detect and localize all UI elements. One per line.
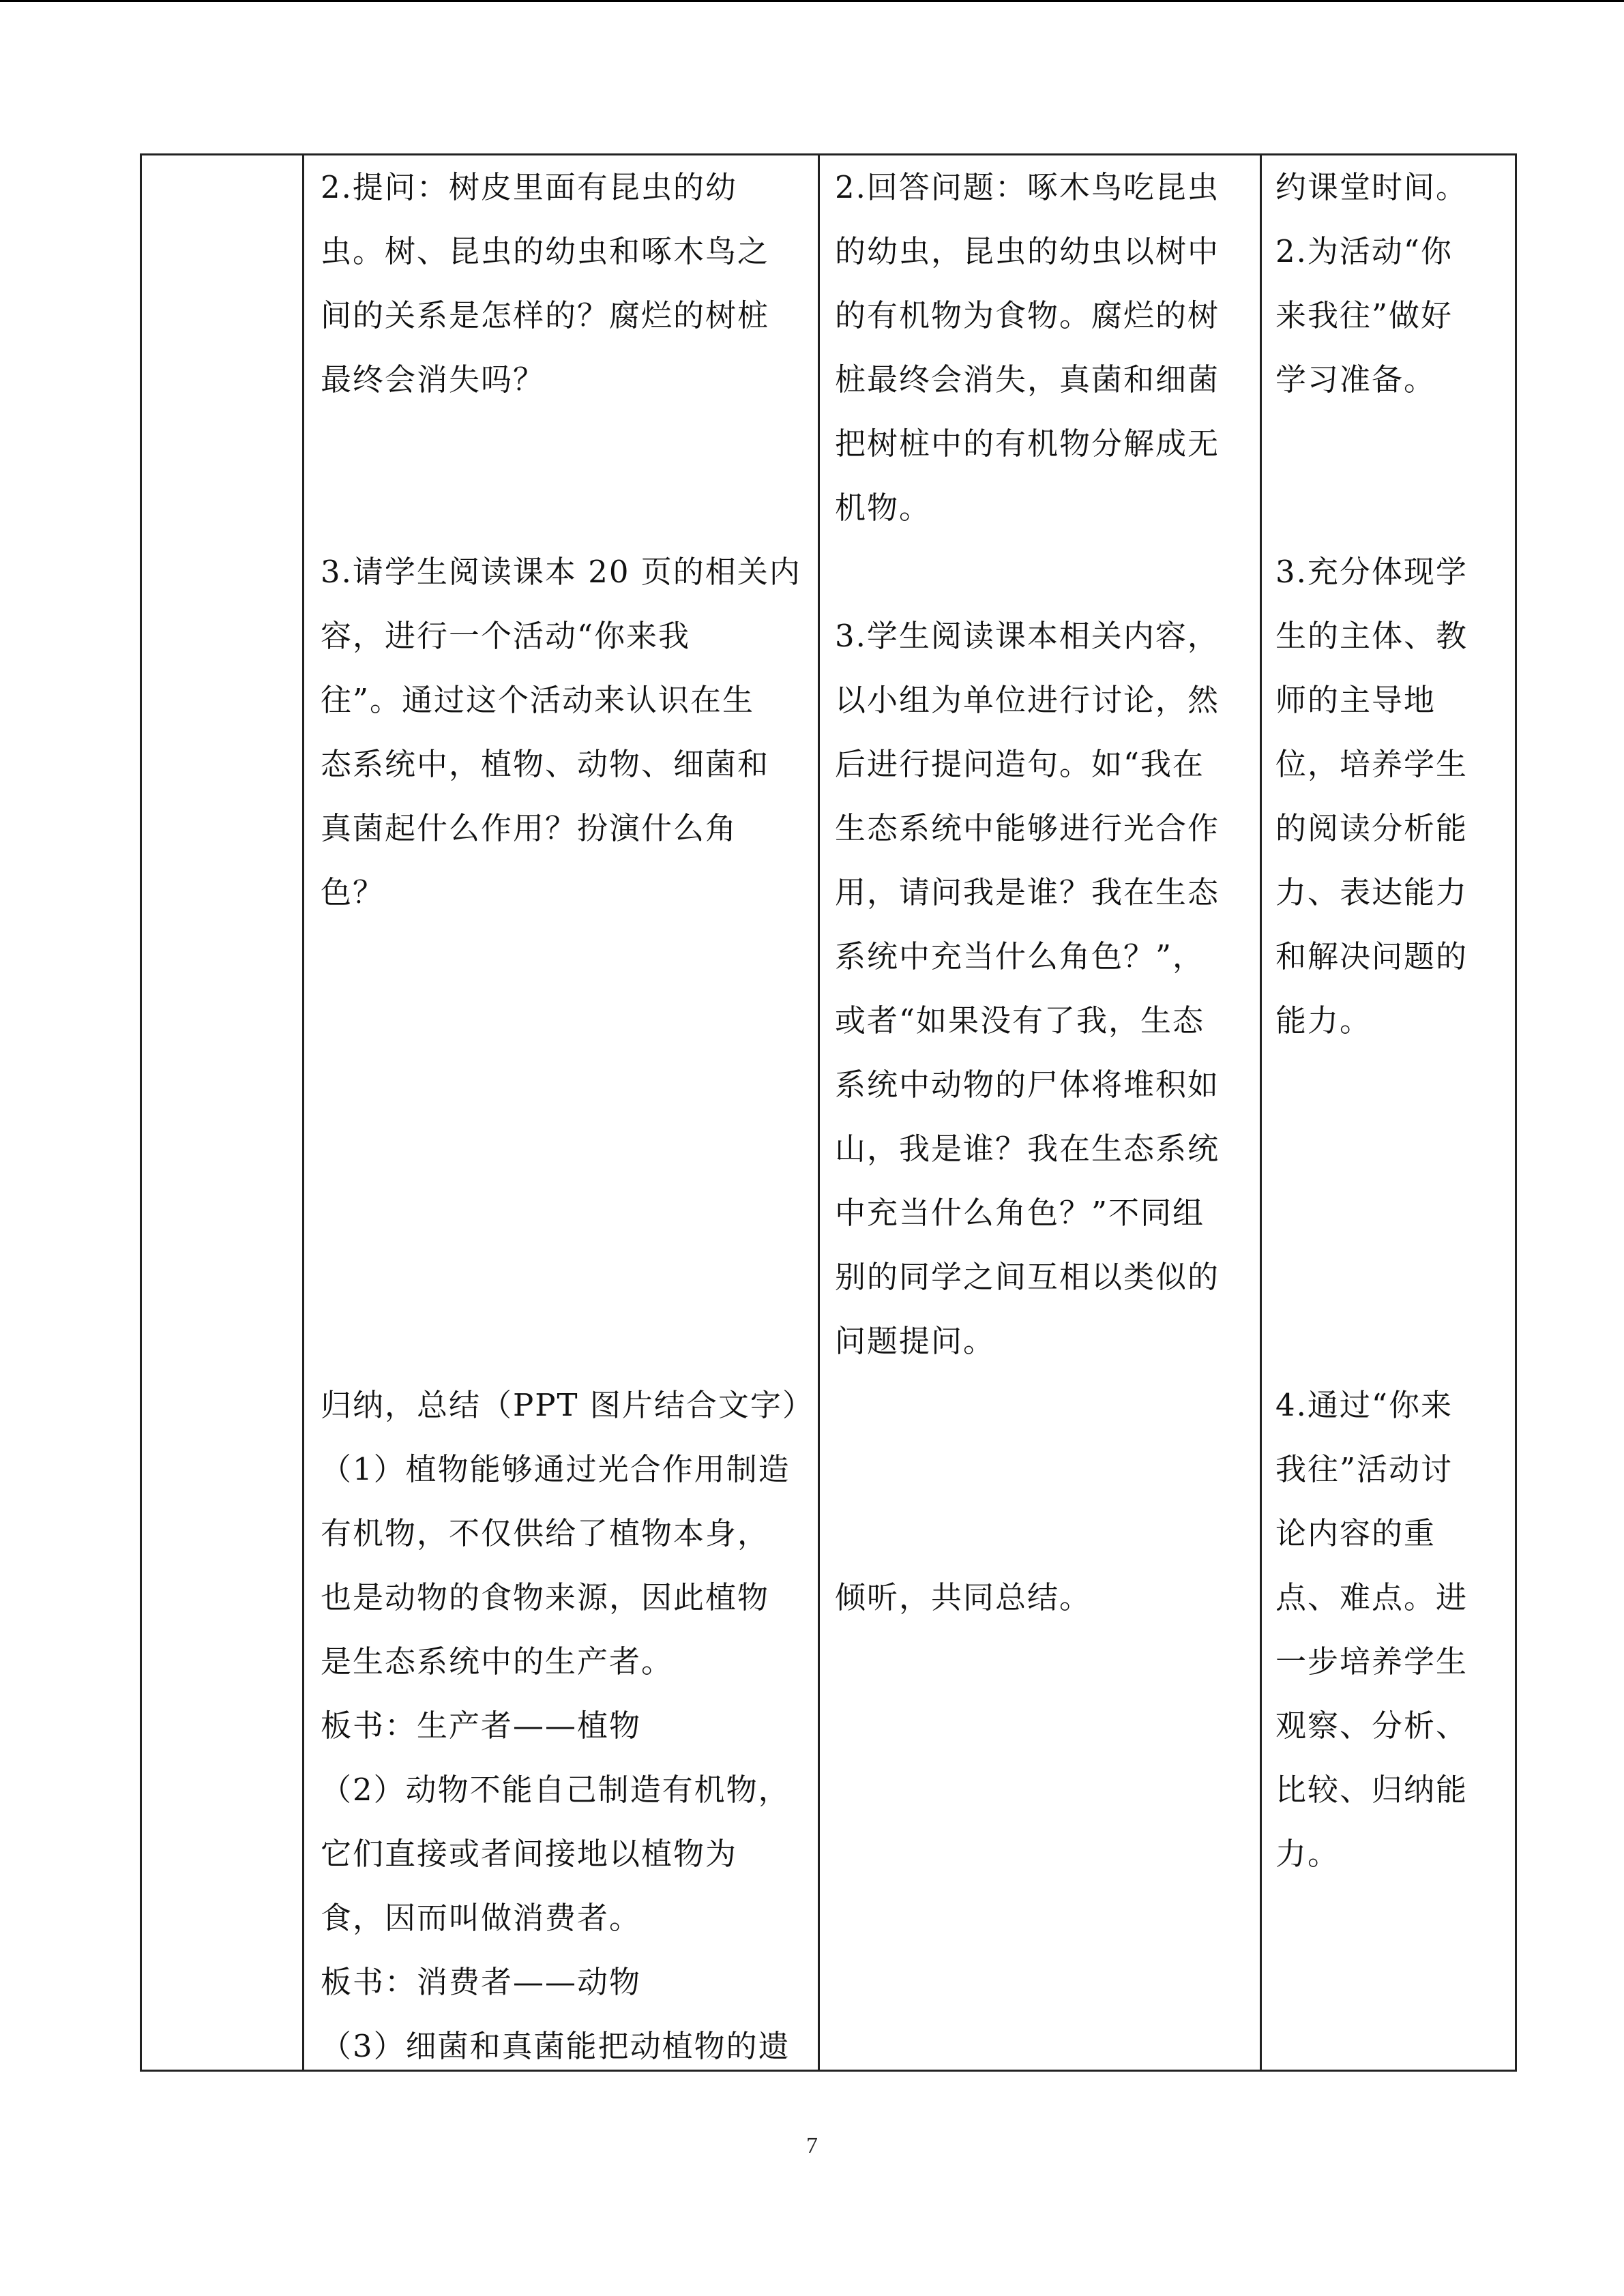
student-block-listen	[820, 1566, 1260, 1630]
student-block-answer	[820, 155, 1260, 540]
text-line: 3.请学生阅读课本 20 页的相关内	[321, 554, 801, 590]
text-line: 和解决问题的	[1275, 938, 1468, 974]
teacher-block-summary	[304, 1373, 818, 2078]
intent-block-summary	[1262, 1373, 1515, 1886]
text-line: 系统中动物的尸体将堆积如	[835, 1067, 1220, 1103]
text-line: （3）细菌和真菌能把动植物的遗	[321, 2028, 791, 2064]
text-line: 板书：消费者——动物	[321, 1964, 642, 2000]
page-number: 7	[806, 2133, 818, 2158]
text-line: 力。	[1275, 1836, 1340, 1872]
teacher-block-questioning	[304, 155, 818, 412]
text-line: 最终会消失吗？	[321, 361, 546, 398]
text-line: 或者“如果没有了我，生态	[835, 1002, 1205, 1039]
text-line: 真菌起什么作用？扮演什么角	[321, 810, 738, 846]
teacher-activity-cell	[304, 155, 819, 2071]
text-line: 观察、分析、	[1275, 1708, 1468, 1744]
text-line: 2.回答问题：啄木鸟吃昆虫	[835, 169, 1220, 205]
student-block-discussion	[820, 604, 1260, 1373]
stage-cell	[141, 155, 304, 2071]
text-line: 桩最终会消失，真菌和细菌	[835, 361, 1220, 398]
text-line: 学习准备。	[1275, 361, 1436, 398]
text-line: 中充当什么角色？”不同组	[835, 1195, 1205, 1231]
text-line: 师的主导地	[1275, 682, 1436, 718]
text-line: 色？	[321, 874, 385, 910]
text-line: 能力。	[1275, 1002, 1372, 1039]
text-line: 以小组为单位进行讨论，然	[835, 682, 1220, 718]
text-line: 容，进行一个活动“你来我	[321, 618, 691, 654]
text-line: 别的同学之间互相以类似的	[835, 1259, 1220, 1295]
intent-block-prep	[1262, 155, 1515, 412]
text-line: 3.学生阅读课本相关内容，	[835, 618, 1220, 654]
text-line: 也是动物的食物来源，因此植物	[321, 1579, 770, 1615]
text-line: 生态系统中能够进行光合作	[835, 810, 1220, 846]
text-line: 问题提问。	[835, 1323, 996, 1359]
intent-block-subject	[1262, 540, 1515, 1053]
text-line: 的幼虫，昆虫的幼虫以树中	[835, 233, 1220, 269]
text-line: 约课堂时间。	[1275, 169, 1468, 205]
text-line: 间的关系是怎样的？腐烂的树桩	[321, 297, 770, 333]
table-row	[141, 155, 1516, 2071]
text-line: 用，请问我是谁？我在生态	[835, 874, 1220, 910]
text-line: 2.为活动“你	[1275, 233, 1453, 269]
text-line: 生的主体、教	[1275, 618, 1468, 654]
text-line: 山，我是谁？我在生态系统	[835, 1131, 1220, 1167]
text-line: 态系统中，植物、动物、细菌和	[321, 746, 770, 782]
text-line: 论内容的重	[1275, 1515, 1436, 1551]
text-line: 后进行提问造句。如“我在	[835, 746, 1205, 782]
text-line: 把树桩中的有机物分解成无	[835, 426, 1220, 462]
text-line: 4.通过“你来	[1275, 1387, 1453, 1423]
text-line: （2）动物不能自己制造有机物，	[321, 1772, 791, 1808]
text-line: 虫。树、昆虫的幼虫和啄木鸟之	[321, 233, 770, 269]
text-line: 位，培养学生	[1275, 746, 1468, 782]
text-line: 3.充分体现学	[1275, 554, 1468, 590]
student-activity-cell	[819, 155, 1261, 2071]
lesson-plan-table	[140, 153, 1517, 2072]
text-line: 机物。	[835, 490, 932, 526]
text-line: 倾听，共同总结。	[835, 1579, 1092, 1615]
page-top-edge	[0, 0, 1624, 2]
text-line: 的有机物为食物。腐烂的树	[835, 297, 1220, 333]
text-line: 有机物，不仅供给了植物本身，	[321, 1515, 770, 1551]
text-line: 点、难点。进	[1275, 1579, 1468, 1615]
text-line: 往”。通过这个活动来认识在生	[321, 682, 755, 718]
text-line: 比较、归纳能	[1275, 1772, 1468, 1808]
text-line: 一步培养学生	[1275, 1643, 1468, 1680]
text-line: 是生态系统中的生产者。	[321, 1643, 674, 1680]
teacher-block-reading-activity	[304, 540, 818, 925]
text-line: 板书：生产者——植物	[321, 1708, 642, 1744]
text-line: 食，因而叫做消费者。	[321, 1900, 642, 1936]
text-line: 系统中充当什么角色？”，	[835, 938, 1205, 974]
text-line: 它们直接或者间接地以植物为	[321, 1836, 738, 1872]
text-line: 力、表达能力	[1275, 874, 1468, 910]
text-line: （1）植物能够通过光合作用制造	[321, 1451, 791, 1487]
text-line: 来我往”做好	[1275, 297, 1453, 333]
text-line: 我往”活动讨	[1275, 1451, 1453, 1487]
text-line: 2.提问：树皮里面有昆虫的幼	[321, 169, 737, 205]
design-intent-cell	[1261, 155, 1516, 2071]
text-line: 归纳，总结（PPT 图片结合文字）	[321, 1387, 814, 1423]
text-line: 的阅读分析能	[1275, 810, 1468, 846]
